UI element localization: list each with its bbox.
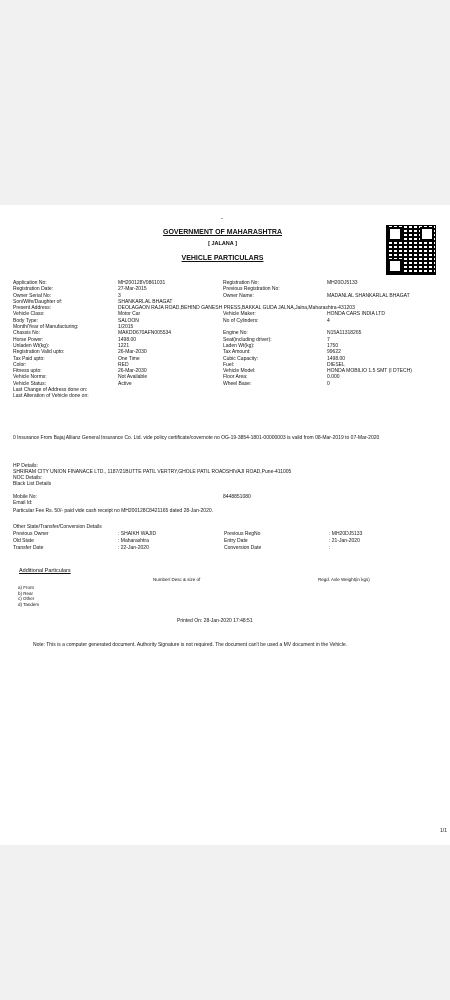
blacklist-details-label: Black List Details (13, 481, 52, 487)
qr-code-icon (386, 225, 436, 275)
detail-value: MADANLAL SHANKARLAL BHAGAT (327, 292, 410, 299)
detail-label: Registration No: (223, 280, 259, 286)
detail-value: DEOLAGAON RAJA ROAD,BEHIND GANESH PRESS,BAKKAL GUDA JALNA,Jalna,Maharashtra-431203 (118, 305, 355, 312)
detail-label: Vehicle Class: (13, 311, 45, 318)
detail-label: Chassis No: (13, 330, 40, 337)
detail-label: Laden Wt(kg): (223, 342, 255, 349)
detail-value: N15A11318265 (327, 330, 362, 337)
detail-value: 0 (327, 380, 330, 387)
detail-value: Active (118, 380, 132, 387)
detail-value: SHANKARLAL BHAGAT (118, 298, 173, 305)
hp-details-label: HP Details: (13, 463, 38, 469)
detail-value: MAKDD670AFN005534 (118, 330, 172, 337)
detail-label: Unladen Wt(kg): (13, 342, 50, 349)
transfer-value: : MH20DJ5133 (329, 531, 363, 537)
mobile-label: Mobile No: (13, 494, 37, 500)
additional-particulars-title: Additional Particulars (19, 568, 71, 574)
detail-value: 1498.00 (118, 336, 137, 343)
transfer-value: : SHAIKH WAJID (118, 531, 157, 537)
other-state-title: Other State/Transfer/Conversion Details (13, 524, 102, 530)
office-name: [ JALANA ] (208, 241, 237, 247)
detail-label: Month/Year of Manufacturing: (13, 324, 79, 331)
printed-on: Printed On: 28-Jan-2020 17:48:51 (177, 618, 253, 624)
transfer-label: Previous RegNo (224, 531, 261, 537)
axle-list (18, 585, 39, 607)
transfer-row (13, 545, 433, 552)
detail-label: Color: (13, 361, 27, 368)
axle-item-rear: b) Rear (18, 590, 34, 596)
detail-label: Son/Wife/Daughter of: (13, 298, 63, 305)
detail-label: Registration Valid upto: (13, 349, 65, 356)
transfer-value: : Maharashtra (118, 538, 149, 544)
detail-value: SALOON (118, 317, 139, 324)
detail-value: HONDA MOBILIO 1.5 SMT (I DTECH) (327, 368, 412, 375)
detail-label: Vehicle Status: (13, 380, 47, 387)
transfer-value: : 22-Jan-2020 (118, 545, 149, 551)
transfer-row (13, 538, 433, 545)
top-dash: - (221, 216, 223, 222)
financer-details: SHRIRAM CITY UNION FINANACE LTD., 1187/21BUTTE PATIL VERTRY,GHOLE PATIL ROADSHIVAJI ROAD,Pune-411005 (13, 469, 292, 475)
fee-details: Particular Fee Rs. 50/- paid vide cash receipt no MH200128C8421165 dated 28-Jan-2020. (13, 508, 214, 514)
detail-label: Body Type: (13, 317, 38, 324)
axle-item-front: a) Front (18, 585, 34, 590)
detail-value: 1750 (327, 342, 339, 349)
detail-value: 1498.00 (327, 355, 346, 362)
detail-label: Application No: (13, 280, 47, 286)
detail-label: Vehicle Maker: (223, 311, 256, 318)
detail-value: DIESEL (327, 361, 345, 368)
insurance-details: 0 Insurance From Bajaj Allianz General Insurance Co. Ltd. vide policy certificate/covernote no OG-19-3854-1801-00000003 is valid from 08-Mar-2019 to 07-Mar-2020 (13, 435, 380, 441)
detail-value: 3 (118, 292, 121, 299)
detail-label: Vehicle Model: (223, 368, 256, 375)
government-heading: GOVERNMENT OF MAHARASHTRA (163, 229, 282, 236)
detail-label: Wheel Base: (223, 380, 252, 387)
transfer-details-table (13, 531, 433, 552)
transfer-label: Old State (13, 538, 34, 544)
detail-value: MH200128V0861031 (118, 280, 166, 286)
detail-label: Engine No: (223, 330, 248, 337)
detail-label: Present Address: (13, 305, 52, 312)
noc-details-label: NOC Details: (13, 475, 43, 481)
axle-item-other: c) Other (18, 596, 35, 602)
page-number: 1/1 (440, 828, 447, 834)
vehicle-details-table (13, 280, 433, 400)
transfer-label: Transfer Date (13, 545, 44, 551)
detail-label: Tax Paid upto: (13, 355, 45, 362)
transfer-label: Previous Owner (13, 531, 49, 537)
detail-label: Tax Amount: (223, 349, 251, 356)
detail-value: 1221 (118, 342, 130, 349)
detail-value: Motor Car (118, 311, 141, 318)
detail-value: Not Available (118, 374, 148, 381)
transfer-row (13, 531, 433, 538)
detail-value: MH20DJ5133 (327, 280, 358, 286)
detail-label: Owner Name: (223, 292, 254, 299)
transfer-value: : (329, 545, 331, 551)
document-page (0, 205, 450, 845)
detail-label: Last Change of Address done on: (13, 387, 88, 394)
axle-item-tandem: d) Tandem (18, 601, 40, 607)
detail-value: 27-Mar-2015 (118, 286, 147, 293)
detail-value: 26-Mar-2030 (118, 349, 147, 356)
detail-value: 4 (327, 317, 330, 324)
number-desc-header: Number/ Desc & size of (153, 577, 201, 582)
transfer-label: Conversion Date (224, 545, 262, 551)
detail-label: Cubic Capacity: (223, 355, 259, 362)
detail-label: Previous Registration No: (223, 286, 280, 293)
detail-value: RED (118, 361, 129, 368)
detail-label: Floor Area: (223, 374, 248, 381)
mobile-value: 8448851080 (223, 494, 251, 500)
document-title: VEHICLE PARTICULARS (181, 255, 264, 262)
transfer-label: Entry Date (224, 538, 248, 544)
detail-label: Vehicle Norms: (13, 374, 47, 381)
detail-value: 99622 (327, 349, 341, 356)
detail-value: 7 (327, 336, 330, 343)
detail-value: 26-Mar-2030 (118, 368, 147, 375)
detail-row (13, 393, 433, 399)
detail-label: Fitness upto: (13, 368, 42, 375)
email-label: Email Id: (13, 500, 33, 506)
disclaimer-note: Note: This is a computer generated document. Authority Signature is not required. The document can't be used a MV document in the Vehicle. (33, 642, 348, 648)
detail-label: Last Alteration of Vehicle done on: (13, 393, 89, 400)
detail-value: 0.000 (327, 374, 340, 381)
detail-label: Registration Date: (13, 286, 54, 293)
detail-value: One Time (118, 355, 140, 362)
axle-weight-header: Regd. Axle Weight(in kgs) (318, 577, 370, 582)
detail-label: No of Cylinders: (223, 317, 259, 324)
transfer-value: : 21-Jan-2020 (329, 538, 360, 544)
detail-value: 1/2015 (118, 324, 134, 331)
detail-label: Fuel: (223, 361, 235, 368)
detail-label: Seat(including driver): (223, 336, 272, 343)
detail-label: Owner Serial No: (13, 292, 52, 299)
detail-value: HONDA CARS INDIA LTD (327, 311, 385, 318)
detail-label: Horse Power: (13, 336, 44, 343)
